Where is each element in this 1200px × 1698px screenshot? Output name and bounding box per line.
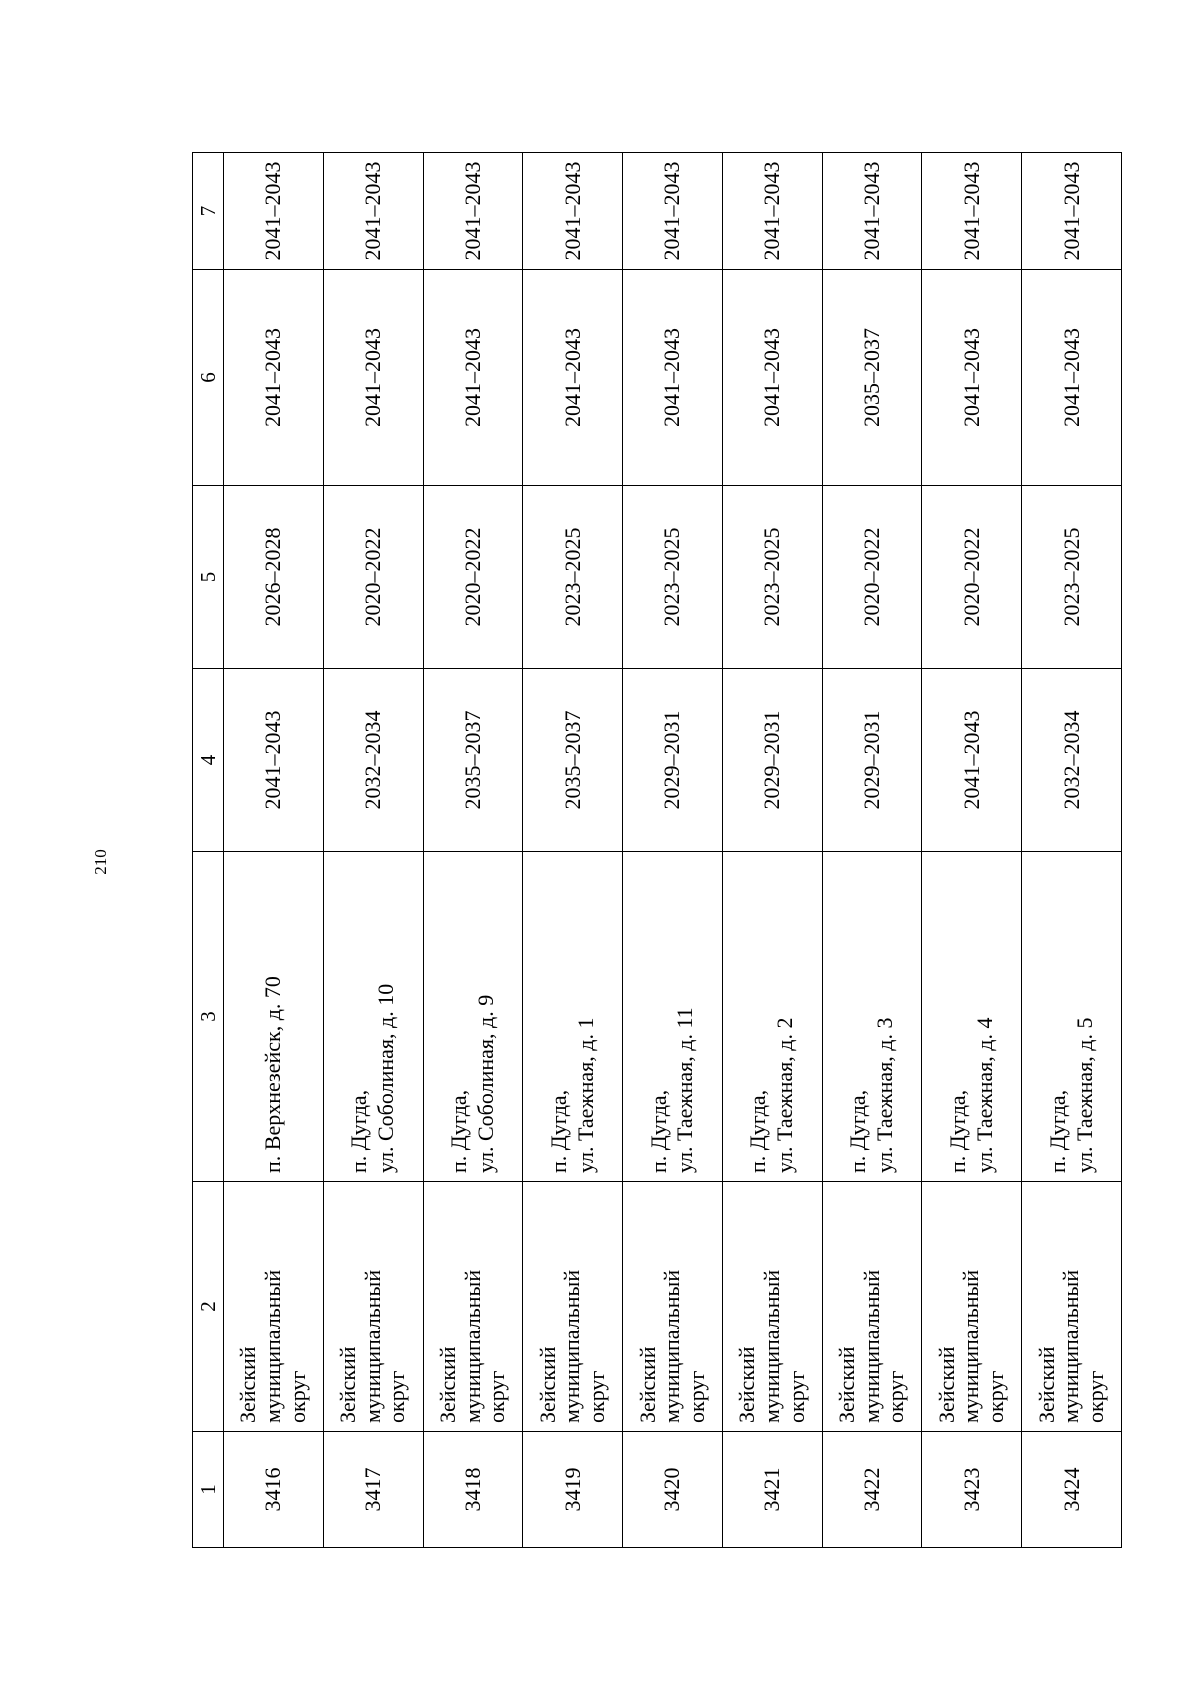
period-cell-c6: 2041–2043 (1022, 270, 1122, 486)
address-line: п. Дугда, (1044, 1089, 1070, 1173)
period-cell-c5: 2023–2025 (1022, 486, 1122, 669)
table-row (423, 153, 523, 1548)
row-number-cell: 3424 (1022, 1432, 1122, 1548)
address-cell (722, 852, 822, 1182)
district-line: муниципальный (459, 1269, 485, 1423)
district-cell (523, 1182, 623, 1432)
housing-schedule-table (192, 152, 1122, 1548)
address-cell (822, 852, 922, 1182)
period-cell-c7: 2041–2043 (1022, 153, 1122, 270)
address-line: п. Дугда, (745, 1089, 771, 1173)
address-line: ул. Соболиная, д. 9 (472, 994, 498, 1173)
table-row (623, 153, 723, 1548)
address-line: п. Дугда, (944, 1089, 970, 1173)
column-header: 6 (193, 270, 224, 486)
table-container (192, 153, 1122, 1548)
row-number-cell: 3423 (922, 1432, 1022, 1548)
address-cell (922, 852, 1022, 1182)
column-header: 5 (193, 486, 224, 669)
district-cell (323, 1182, 423, 1432)
period-cell-c6: 2041–2043 (323, 270, 423, 486)
district-line: муниципальный (559, 1269, 585, 1423)
address-line: ул. Соболиная, д. 10 (373, 983, 399, 1173)
row-number-cell: 3421 (722, 1432, 822, 1548)
table-row (1022, 153, 1122, 1548)
period-cell-c6: 2041–2043 (423, 270, 523, 486)
table-row (323, 153, 423, 1548)
district-line: округ (484, 1370, 510, 1423)
period-cell-c4: 2029–2031 (822, 669, 922, 852)
period-cell-c6: 2041–2043 (722, 270, 822, 486)
period-cell-c5: 2026–2028 (224, 486, 324, 669)
table-row (523, 153, 623, 1548)
district-line: муниципальный (858, 1269, 884, 1423)
district-line: Зейский (1033, 1346, 1059, 1423)
district-cell (423, 1182, 523, 1432)
district-cell (623, 1182, 723, 1432)
period-cell-c4: 2029–2031 (623, 669, 723, 852)
district-line: муниципальный (1058, 1269, 1084, 1423)
period-cell-c6: 2041–2043 (623, 270, 723, 486)
address-line: ул. Таежная, д. 4 (971, 1017, 997, 1173)
address-line: п. Дугда, (545, 1089, 571, 1173)
address-line: п. Верхнезейск, д. 70 (259, 976, 285, 1173)
address-cell (423, 852, 523, 1182)
district-line: муниципальный (359, 1269, 385, 1423)
period-cell-c4: 2041–2043 (922, 669, 1022, 852)
period-cell-c4: 2035–2037 (423, 669, 523, 852)
address-line: ул. Таежная, д. 3 (871, 1017, 897, 1173)
district-cell (1022, 1182, 1122, 1432)
district-line: Зейский (834, 1346, 860, 1423)
period-cell-c7: 2041–2043 (523, 153, 623, 270)
period-cell-c7: 2041–2043 (423, 153, 523, 270)
row-number-cell: 3420 (623, 1432, 723, 1548)
district-line: Зейский (534, 1346, 560, 1423)
period-cell-c4: 2032–2034 (323, 669, 423, 852)
address-line: ул. Таежная, д. 5 (1071, 1017, 1097, 1173)
address-cell (523, 852, 623, 1182)
period-cell-c4: 2041–2043 (224, 669, 324, 852)
district-line: Зейский (734, 1346, 760, 1423)
district-line: округ (983, 1370, 1009, 1423)
district-line: Зейский (235, 1346, 261, 1423)
address-line: ул. Таежная, д. 2 (772, 1017, 798, 1173)
district-cell (822, 1182, 922, 1432)
table-row (722, 153, 822, 1548)
row-number-cell: 3422 (822, 1432, 922, 1548)
table-row (922, 153, 1022, 1548)
period-cell-c5: 2020–2022 (323, 486, 423, 669)
table-row (822, 153, 922, 1548)
row-number-cell: 3418 (423, 1432, 523, 1548)
address-line: ул. Таежная, д. 11 (672, 1007, 698, 1173)
district-cell (922, 1182, 1022, 1432)
period-cell-c7: 2041–2043 (224, 153, 324, 270)
column-number-row (193, 153, 224, 1548)
column-header: 2 (193, 1182, 224, 1432)
district-line: округ (883, 1370, 909, 1423)
period-cell-c4: 2032–2034 (1022, 669, 1122, 852)
address-cell (623, 852, 723, 1182)
period-cell-c4: 2029–2031 (722, 669, 822, 852)
address-line: п. Дугда, (645, 1089, 671, 1173)
period-cell-c7: 2041–2043 (722, 153, 822, 270)
district-line: муниципальный (659, 1269, 685, 1423)
period-cell-c5: 2023–2025 (523, 486, 623, 669)
period-cell-c6: 2041–2043 (224, 270, 324, 486)
district-line: округ (1082, 1370, 1108, 1423)
row-number-cell: 3416 (224, 1432, 324, 1548)
period-cell-c7: 2041–2043 (623, 153, 723, 270)
row-number-cell: 3419 (523, 1432, 623, 1548)
row-number-cell: 3417 (323, 1432, 423, 1548)
column-header: 7 (193, 153, 224, 270)
period-cell-c6: 2041–2043 (922, 270, 1022, 486)
period-cell-c7: 2041–2043 (922, 153, 1022, 270)
column-header: 3 (193, 852, 224, 1182)
column-header: 4 (193, 669, 224, 852)
period-cell-c7: 2041–2043 (822, 153, 922, 270)
column-header: 1 (193, 1432, 224, 1548)
district-line: округ (583, 1370, 609, 1423)
period-cell-c4: 2035–2037 (523, 669, 623, 852)
district-line: Зейский (335, 1346, 361, 1423)
address-cell (224, 852, 324, 1182)
district-line: округ (284, 1370, 310, 1423)
period-cell-c5: 2023–2025 (722, 486, 822, 669)
district-line: муниципальный (758, 1269, 784, 1423)
address-cell (323, 852, 423, 1182)
period-cell-c7: 2041–2043 (323, 153, 423, 270)
district-cell (722, 1182, 822, 1432)
district-line: муниципальный (260, 1269, 286, 1423)
district-line: муниципальный (958, 1269, 984, 1423)
period-cell-c5: 2020–2022 (423, 486, 523, 669)
district-line: Зейский (634, 1346, 660, 1423)
period-cell-c5: 2020–2022 (822, 486, 922, 669)
district-line: Зейский (434, 1346, 460, 1423)
period-cell-c5: 2023–2025 (623, 486, 723, 669)
period-cell-c6: 2041–2043 (523, 270, 623, 486)
period-cell-c5: 2020–2022 (922, 486, 1022, 669)
address-cell (1022, 852, 1122, 1182)
district-cell (224, 1182, 324, 1432)
district-line: округ (384, 1370, 410, 1423)
page-number: 210 (91, 849, 110, 875)
table-row (224, 153, 324, 1548)
district-line: округ (783, 1370, 809, 1423)
district-line: округ (683, 1370, 709, 1423)
address-line: ул. Таежная, д. 1 (572, 1017, 598, 1173)
address-line: п. Дугда, (346, 1089, 372, 1173)
period-cell-c6: 2035–2037 (822, 270, 922, 486)
table-body (193, 153, 1122, 1548)
district-line: Зейский (933, 1346, 959, 1423)
address-line: п. Дугда, (446, 1089, 472, 1173)
address-line: п. Дугда, (845, 1089, 871, 1173)
